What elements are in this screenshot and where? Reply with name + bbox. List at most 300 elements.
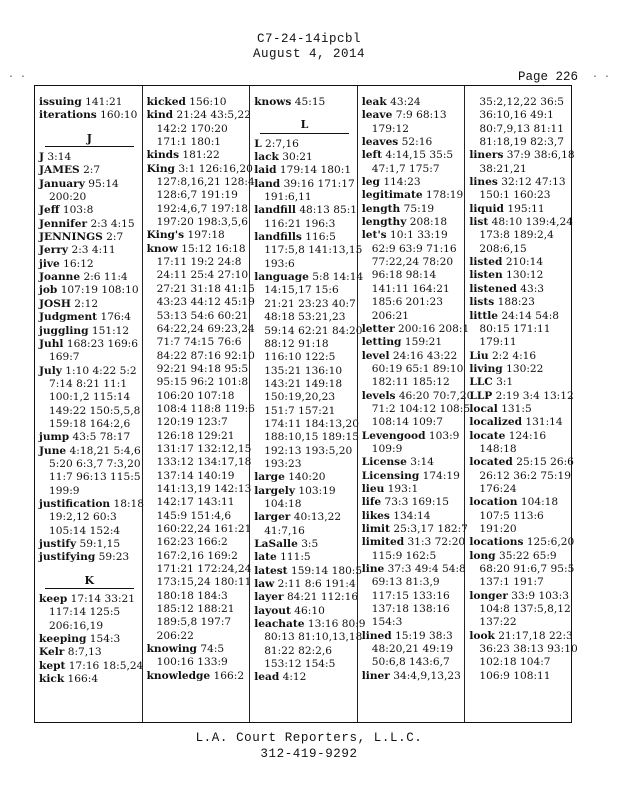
index-entry-continuation	[362, 283, 463, 296]
page-line-refs: 18:18	[113, 497, 145, 510]
index-word: lined	[361, 629, 392, 642]
index-word: kind	[146, 109, 174, 122]
index-entry-continuation	[254, 244, 363, 257]
page-line-refs: 4:12	[282, 671, 307, 684]
index-entry	[362, 430, 463, 443]
index-entry-continuation	[254, 658, 355, 671]
index-entry	[39, 109, 140, 122]
index-word: justification	[39, 497, 111, 510]
page-line-refs: 80:7,9,13 81:11	[479, 122, 565, 135]
page-line-refs: 199:9	[49, 484, 80, 497]
transcript-date: August 4, 2014	[252, 47, 366, 61]
index-column-1	[35, 86, 143, 722]
page-line-refs: 193:23	[264, 457, 302, 470]
page-line-refs: 156:10	[189, 96, 227, 108]
index-word: leave	[361, 109, 393, 122]
index-entry-continuation	[147, 430, 248, 443]
page-line-refs: 117:15 133:16	[371, 589, 450, 602]
page-line-refs: 105:14 152:4	[49, 524, 121, 537]
index-entry-continuation	[362, 269, 463, 282]
page-line-refs: 71:7 74:15 76:6	[156, 336, 242, 349]
page-line-refs: 185:6 201:23	[371, 296, 443, 309]
index-word: King's	[146, 229, 185, 242]
index-entry-continuation	[469, 443, 571, 456]
index-word: latest	[254, 564, 288, 577]
page-line-refs: 173:15,24 180:11	[156, 576, 252, 589]
index-entry-continuation	[254, 631, 363, 644]
index-entry-continuation	[469, 323, 571, 336]
index-entry-continuation	[39, 391, 140, 404]
page-line-refs: 114:23	[383, 176, 421, 189]
page-line-refs: 43:3	[520, 282, 545, 295]
page-line-refs: 8:7,13	[67, 646, 102, 659]
index-entry	[362, 203, 463, 216]
index-word: leaves	[361, 136, 399, 149]
page-line-refs: 48:13 85:1	[299, 204, 357, 217]
index-entry-continuation	[147, 282, 255, 296]
page-line-refs: 68:20 91:6,7 95:5	[479, 563, 575, 576]
index-word: localized	[469, 416, 522, 429]
page-line-refs: 178:19	[425, 189, 464, 202]
index-entry	[147, 643, 248, 656]
page-line-refs: 116:21 196:3	[264, 217, 336, 230]
page-line-refs: 64:22,24 69:23,24	[156, 322, 255, 335]
index-entry	[362, 136, 463, 149]
index-entry-continuation	[147, 402, 255, 416]
index-entry-continuation	[147, 376, 248, 389]
index-word: JAMES	[39, 164, 80, 177]
index-word: letter	[361, 322, 395, 335]
page-line-refs: 160:22,24 161:21	[156, 523, 252, 535]
index-entry	[39, 646, 140, 659]
index-entry-continuation	[39, 471, 140, 484]
index-entry	[469, 550, 571, 563]
page-line-refs: 4:18,21 5:4,6	[69, 444, 141, 457]
page-line-refs: 206:16,19	[49, 619, 104, 632]
page-line-refs: 35:2,12,22 36:5	[479, 96, 565, 108]
index-word: leachate	[254, 618, 305, 631]
index-entry	[254, 671, 355, 684]
index-entry	[469, 363, 571, 376]
index-entry-continuation	[254, 298, 355, 311]
index-entry	[254, 564, 363, 578]
index-entry	[254, 578, 355, 591]
page-line-refs: 81:18,19 82:3,7	[479, 136, 565, 149]
index-word: line	[361, 563, 385, 576]
page-line-refs: 125:6,20	[526, 536, 575, 549]
index-entry	[39, 271, 140, 284]
index-entry	[362, 510, 463, 523]
index-word: likes	[361, 509, 390, 522]
index-entry-continuation	[147, 656, 248, 669]
index-entry	[469, 203, 571, 216]
letter-heading: L	[260, 118, 349, 133]
index-entry-continuation	[362, 363, 463, 376]
index-entry	[39, 431, 140, 444]
page-line-refs: 117:14 125:5	[49, 606, 121, 619]
index-word: LLP	[469, 389, 493, 402]
index-entry-continuation	[254, 498, 355, 511]
page-line-refs: 48:20,21 49:19	[371, 643, 454, 656]
page-line-refs: 17:16 18:5,24	[68, 659, 144, 672]
page-line-refs: 81:22 82:2,6	[264, 644, 332, 657]
page-line-refs: 150:1 160:23	[479, 189, 551, 202]
page-line-refs: 193:1	[387, 482, 419, 495]
page-line-refs: 59:1,15	[79, 538, 121, 550]
index-column-4	[358, 86, 474, 722]
page-line-refs: 37:3 49:4 54:8	[387, 563, 466, 576]
index-word: large	[254, 471, 285, 484]
page-line-refs: 24:16 43:22	[392, 349, 458, 362]
index-word: lines	[469, 176, 498, 189]
page-line-refs: 19:2,12 60:3	[49, 511, 117, 524]
index-word: layout	[254, 604, 291, 617]
page-line-refs: 128:6,7 191:19	[156, 189, 238, 202]
index-word: liquid	[469, 202, 504, 215]
index-word: Judgment	[39, 311, 98, 324]
page-line-refs: 59:23	[98, 551, 130, 564]
index-word: leak	[361, 96, 387, 108]
index-entry-continuation	[39, 458, 140, 471]
page-line-refs: 43:5 78:17	[72, 431, 131, 444]
index-entry	[39, 593, 140, 606]
index-entry	[362, 216, 463, 229]
page-line-refs: 137:1 191:7	[479, 576, 544, 589]
index-entry	[361, 322, 470, 336]
index-word: lengthy	[361, 216, 407, 229]
index-entry	[362, 189, 463, 202]
page-line-refs: 2:7	[106, 231, 124, 244]
index-entry-continuation	[147, 563, 252, 576]
index-entry	[254, 618, 366, 631]
index-entry-continuation	[254, 218, 355, 231]
index-word: LaSalle	[254, 538, 298, 550]
index-entry	[469, 350, 571, 363]
page-line-refs: 25:15 26:6	[516, 456, 574, 469]
index-entry-continuation	[39, 606, 140, 619]
index-word: landfill	[254, 204, 296, 217]
index-entry	[362, 109, 463, 122]
page-line-refs: 2:11 8:6 191:4	[277, 578, 356, 591]
index-entry	[254, 551, 355, 564]
page-line-refs: 176:24	[479, 482, 517, 495]
page-line-refs: 131:14	[525, 416, 563, 429]
index-entry	[362, 176, 463, 189]
index-entry	[254, 471, 355, 484]
index-entry	[254, 96, 355, 109]
index-entry	[362, 470, 463, 483]
page-line-refs: 17:11 19:2 24:8	[156, 256, 242, 269]
page-line-refs: 181:22	[182, 149, 220, 162]
reporter-company: L.A. Court Reporters, L.L.C.	[195, 731, 423, 745]
index-word: listened	[469, 282, 517, 295]
index-word: let's	[361, 229, 387, 242]
page-line-refs: 206:22	[156, 629, 194, 642]
index-word: long	[469, 549, 496, 562]
index-entry-continuation	[362, 656, 463, 669]
page-line-refs: 80:15 171:11	[479, 322, 551, 335]
index-entry	[469, 256, 571, 269]
index-column-2	[143, 86, 255, 722]
index-entry	[39, 365, 140, 378]
page-line-refs: 95:15 96:2 101:8	[156, 376, 249, 389]
page-line-refs: 180:18 184:3	[156, 589, 228, 602]
page-line-refs: 26:12 36:2 75:19	[479, 469, 571, 482]
index-word: justifying	[39, 551, 96, 564]
index-entry	[469, 376, 571, 389]
page-line-refs: 174:11 184:13,20	[264, 417, 359, 430]
page-line-refs: 137:18 138:16	[371, 603, 450, 616]
page-line-refs: 4:14,15 35:5	[385, 149, 454, 162]
page-line-refs: 73:3 169:15	[384, 496, 449, 509]
page-line-refs: 3:14	[47, 151, 72, 164]
index-column-3	[250, 86, 366, 722]
page-line-refs: 151:12	[91, 324, 130, 337]
page-line-refs: 167:2,16 169:2	[156, 549, 238, 562]
page-line-refs: 149:22 150:5,5,8	[49, 404, 141, 417]
index-word: kept	[39, 659, 66, 672]
index-entry-continuation	[147, 336, 248, 349]
index-entry	[362, 350, 463, 363]
page-line-refs: 111:5	[280, 551, 311, 564]
index-entry-continuation	[147, 482, 252, 496]
page-line-refs: 162:23 166:2	[156, 536, 228, 549]
page-line-refs: 100:16 133:9	[156, 656, 228, 669]
index-entry-continuation	[147, 616, 248, 629]
index-word: living	[469, 362, 503, 375]
page-line-refs: 74:5	[200, 643, 225, 656]
index-word: little	[469, 309, 498, 322]
page-line-refs: 127:8,16,21 128:4	[156, 176, 255, 189]
index-word: largely	[254, 484, 295, 497]
page-line-refs: 141:21	[85, 96, 123, 108]
index-entry-continuation	[469, 163, 571, 176]
section-spacer	[39, 565, 140, 571]
case-number: C7-24-14ipcbl	[256, 32, 362, 46]
index-entry	[254, 485, 355, 498]
page-line-refs: 50:6,8 143:6,7	[371, 656, 450, 669]
page-line-refs: 33:9 103:3	[511, 589, 569, 602]
index-entry	[361, 523, 468, 536]
index-word: levels	[361, 389, 396, 402]
index-entry-continuation	[147, 136, 248, 149]
index-entry-continuation	[147, 442, 252, 456]
index-word: length	[361, 202, 401, 215]
index-entry	[469, 216, 571, 229]
page-line-refs: 2:2 4:16	[491, 349, 537, 362]
page-line-refs: 208:18	[409, 216, 448, 229]
page-line-refs: 197:18	[187, 229, 225, 242]
index-word: larger	[254, 511, 291, 524]
index-word: Juhl	[39, 337, 64, 350]
index-entry-continuation	[147, 269, 248, 282]
index-entry-continuation	[39, 191, 140, 204]
page-line-refs: 182:11 185:12	[371, 376, 450, 389]
index-word: level	[361, 349, 390, 362]
index-entry-continuation	[362, 576, 463, 589]
index-entry	[147, 149, 248, 162]
page-line-refs: 46:20 70:7,20	[398, 389, 474, 402]
index-entry	[39, 659, 144, 673]
page-line-refs: 192:13 193:5,20	[264, 444, 353, 457]
page-line-refs: 143:21 149:18	[264, 377, 343, 390]
page-line-refs: 41:7,16	[264, 524, 305, 537]
index-entry-continuation	[147, 510, 248, 523]
index-entry	[39, 298, 140, 311]
index-entry	[469, 496, 571, 509]
index-word: LLC	[469, 376, 493, 389]
page-line-refs: 188:23	[497, 296, 535, 309]
page-line-refs: 47:1,7 175:7	[371, 162, 440, 175]
index-word: law	[254, 578, 275, 591]
index-entry-continuation	[362, 550, 463, 563]
index-entry	[362, 456, 463, 469]
index-entry-continuation	[362, 123, 463, 136]
index-word: knowledge	[146, 669, 211, 682]
page-line-refs: 25:3,17 182:7	[393, 523, 468, 535]
page-line-refs: 46:10	[294, 604, 325, 617]
index-entry-continuation	[147, 123, 248, 136]
page-line-refs: 59:14 62:21 84:20	[264, 324, 363, 337]
index-entry-continuation	[254, 417, 359, 431]
index-entry	[469, 416, 571, 429]
index-entry	[39, 151, 140, 164]
page-line-refs: 75:19	[403, 202, 435, 215]
index-entry-continuation	[147, 576, 252, 589]
page-line-refs: 104:8 137:5,8,12	[479, 603, 571, 616]
index-entry-continuation	[254, 378, 355, 391]
index-entry-continuation	[362, 443, 463, 456]
page-line-refs: 159:18 164:2,6	[49, 417, 131, 430]
index-entry-continuation	[469, 523, 571, 536]
index-entry	[147, 229, 248, 242]
page-line-refs: 45:15	[294, 96, 326, 108]
index-entry	[469, 536, 575, 549]
index-entry-continuation	[254, 405, 355, 418]
index-word: liner	[361, 669, 390, 682]
index-entry-continuation	[39, 511, 140, 524]
page-line-refs: 5:8 14:14	[312, 271, 364, 284]
page-line-refs: 103:9	[428, 429, 460, 442]
index-entry-continuation	[254, 311, 355, 324]
page-line-refs: 52:16	[401, 136, 433, 149]
index-entry	[254, 178, 355, 191]
page-line-refs: 2:6 11:4	[83, 271, 128, 284]
page-line-refs: 191:20	[479, 523, 517, 535]
index-word: leg	[361, 176, 380, 189]
page-line-refs: 13:16 80:9	[307, 618, 366, 631]
page-line-refs: 185:12 188:21	[156, 603, 235, 616]
page-line-refs: 62:9 63:9 71:16	[371, 242, 457, 255]
index-word: lists	[469, 296, 495, 309]
index-entry-continuation	[362, 256, 463, 269]
page-line-refs: 117:5,8 141:13,15	[264, 244, 363, 257]
index-entry	[39, 338, 140, 351]
page-line-refs: 7:14 8:21 11:1	[49, 377, 128, 390]
page-line-refs: 36:23 38:13 93:10	[479, 643, 578, 656]
index-word: lack	[254, 151, 279, 164]
page-line-refs: 32:12 47:13	[501, 176, 566, 189]
page-line-refs: 2:3 4:15	[90, 217, 135, 230]
page-line-refs: 140:20	[288, 471, 326, 484]
index-word: July	[39, 364, 62, 377]
index-entry-continuation	[469, 563, 575, 576]
index-word: limited	[361, 536, 405, 549]
index-entry-continuation	[147, 203, 248, 216]
page-line-refs: 107:5 113:6	[479, 509, 544, 522]
margin-tick-mark: . .	[8, 70, 27, 81]
index-entry-continuation	[362, 376, 463, 389]
index-entry-continuation	[362, 296, 463, 309]
page-line-refs: 38:21,21	[479, 162, 527, 175]
page-line-refs: 2:3 4:11	[71, 244, 116, 257]
page-line-refs: 142:2 170:20	[156, 122, 228, 135]
page-line-refs: 96:18 98:14	[371, 269, 437, 282]
index-entry	[254, 164, 355, 177]
page-line-refs: 104:18	[520, 496, 559, 509]
page-line-refs: 24:11 25:4 27:10	[156, 269, 249, 282]
page-line-refs: 130:12	[506, 269, 544, 282]
index-word: locate	[469, 429, 506, 442]
index-word: language	[254, 271, 309, 284]
index-entry-continuation	[147, 416, 248, 429]
page-line-refs: 71:2 104:12 108:5	[371, 402, 471, 415]
page-line-refs: 92:21 94:18 95:5	[156, 362, 249, 375]
index-column-5	[465, 86, 578, 722]
index-entry-continuation	[469, 336, 571, 349]
index-word: issuing	[39, 96, 82, 108]
index-word: keep	[39, 593, 68, 606]
index-entry	[361, 389, 474, 403]
page-line-refs: 17:14 33:21	[70, 593, 136, 606]
index-word: listen	[469, 269, 503, 282]
page-line-refs: 189:5,8 197:7	[156, 616, 232, 629]
index-word: letting	[361, 336, 402, 349]
index-entry-continuation	[254, 458, 355, 471]
index-entry	[254, 271, 364, 284]
page-line-refs: 36:10,16 49:1	[479, 109, 554, 122]
index-word: life	[361, 496, 382, 509]
index-entry-continuation	[147, 390, 248, 403]
index-entry-continuation	[147, 189, 248, 202]
index-entry	[147, 96, 248, 109]
page-line-refs: 197:20 198:3,5,6	[156, 216, 248, 229]
index-word: June	[39, 444, 67, 457]
page-line-refs: 2:19 3:4 13:12	[495, 389, 574, 402]
index-entry	[39, 673, 140, 686]
index-entry-continuation	[362, 603, 463, 616]
page-line-refs: 176:4	[100, 311, 131, 324]
letter-heading: J	[45, 132, 134, 147]
page-line-refs: 103:8	[62, 204, 94, 217]
index-entry	[254, 204, 355, 217]
index-entry-continuation	[254, 431, 359, 444]
index-entry	[39, 497, 145, 511]
page-line-refs: 24:14 54:8	[501, 309, 560, 322]
index-word: land	[254, 177, 281, 190]
page-line-refs: 148:18	[479, 442, 517, 455]
index-entry-continuation	[362, 590, 463, 603]
index-entry-continuation	[147, 310, 248, 323]
index-word: License	[361, 456, 407, 469]
index-word: Kelr	[39, 646, 65, 659]
page-line-refs: 150:19,20,23	[264, 391, 336, 404]
index-entry-continuation	[254, 258, 355, 271]
index-word: liners	[469, 149, 504, 162]
page-line-refs: 108:14 109:7	[371, 416, 443, 429]
index-entry-continuation	[147, 216, 248, 229]
index-entry	[39, 218, 140, 231]
